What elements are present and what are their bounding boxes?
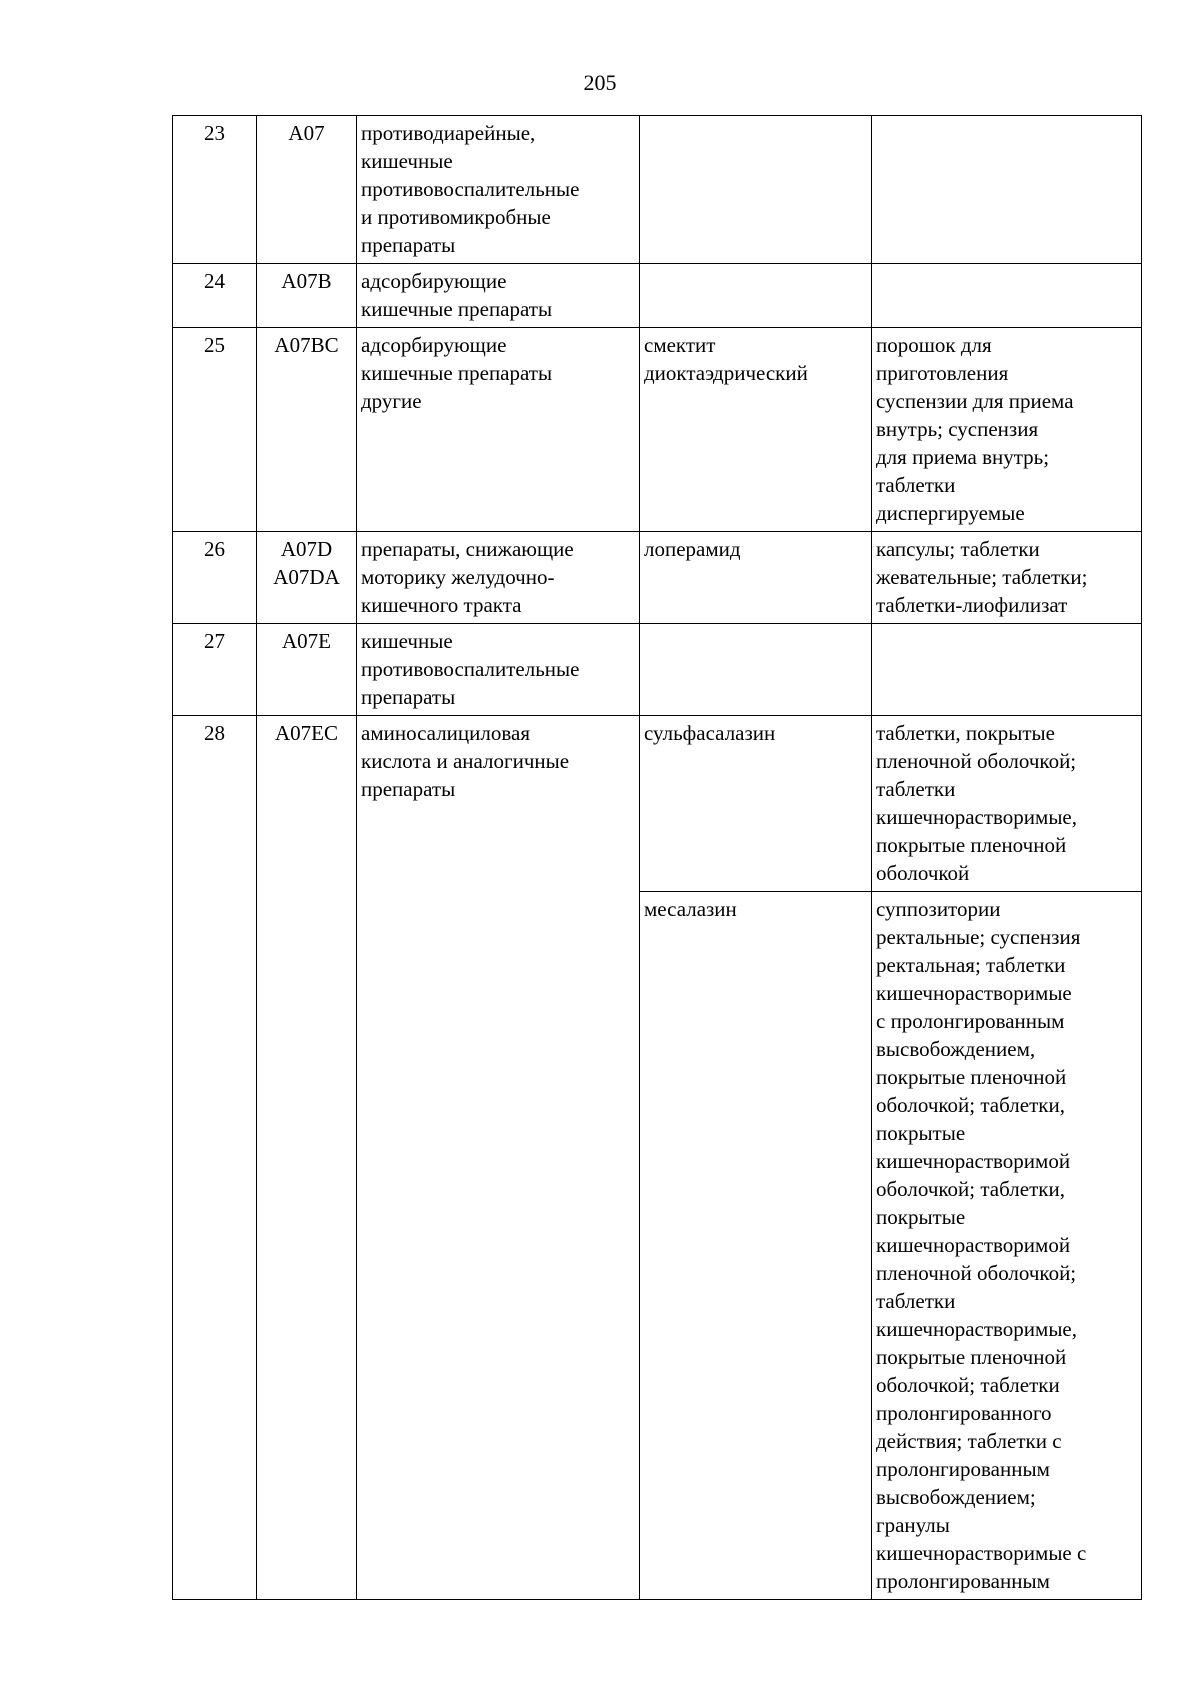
row-number: 23 [173,116,257,264]
drug-name-line: диоктаэдрический [644,361,808,385]
group-name [357,328,640,532]
dosage-forms-line: пролонгированным [876,1457,1050,1481]
group-name-line: препараты [361,233,456,257]
drug-name [640,624,872,716]
drug-name-line: сульфасалазин [644,721,776,745]
dosage-forms-line: высвобождением, [876,1037,1036,1061]
atc-code-line: A07B [281,269,332,293]
group-name-line: кишечного тракта [361,593,522,617]
drug-name-line: лоперамид [644,537,741,561]
dosage-forms-line: покрытые [876,1121,966,1145]
group-name [357,264,640,328]
drug-name [640,532,872,624]
group-name-line: кислота и аналогичные [361,749,570,773]
dosage-forms [872,328,1142,532]
page-number: 205 [583,70,617,95]
dosage-forms-line: пролонгированного [876,1401,1052,1425]
dosage-forms-line: оболочкой; таблетки [876,1373,1060,1397]
table-row [173,264,1142,328]
drug-table [172,115,1142,1600]
dosage-forms-line: кишечнорастворимой [876,1149,1071,1173]
drug-name [640,116,872,264]
dosage-forms-line: таблетки [876,777,956,801]
dosage-forms-line: диспергируемые [876,501,1025,525]
dosage-forms-line: оболочкой; таблетки, [876,1093,1065,1117]
dosage-forms-line: гранулы [876,1513,950,1537]
dosage-forms-line: внутрь; суспензия [876,417,1039,441]
atc-code-line: A07DA [273,565,340,589]
dosage-forms-line: высвобождением; [876,1485,1036,1509]
atc-code [257,116,357,264]
atc-code [257,328,357,532]
dosage-forms-line: кишечнорастворимые с [876,1541,1087,1565]
dosage-forms-line: для приема внутрь; [876,445,1050,469]
group-name-line: аминосалициловая [361,721,530,745]
group-name-line: препараты, снижающие [361,537,574,561]
dosage-forms-line: ректальные; суспензия [876,925,1081,949]
group-name-line: и противомикробные [361,205,551,229]
atc-code-line: A07 [288,121,325,145]
dosage-forms-line: покрытые пленочной [876,1345,1067,1369]
row-number: 25 [173,328,257,532]
dosage-forms-line: с пролонгированным [876,1009,1065,1033]
atc-code-line: A07EC [275,721,338,745]
table-row [173,716,1142,892]
dosage-forms [872,892,1142,1600]
dosage-forms-line: кишечнорастворимые, [876,805,1078,829]
group-name-line: моторику желудочно- [361,565,555,589]
dosage-forms [872,532,1142,624]
atc-code-line: A07E [282,629,331,653]
dosage-forms-line: пленочной оболочкой; [876,1261,1077,1285]
group-name-line: другие [361,389,422,413]
dosage-forms-line: пролонгированным [876,1569,1050,1593]
group-name-line: противовоспалительные [361,177,580,201]
dosage-forms-line: таблетки [876,473,956,497]
drug-name [640,892,872,1600]
table-row [173,116,1142,264]
group-name-line: препараты [361,685,456,709]
row-number: 27 [173,624,257,716]
dosage-forms-line: пленочной оболочкой; [876,749,1077,773]
drug-table-body [173,116,1142,1600]
group-name-line: кишечные препараты [361,361,553,385]
group-name-line: адсорбирующие [361,333,507,357]
atc-code [257,264,357,328]
dosage-forms-line: капсулы; таблетки [876,537,1040,561]
dosage-forms-line: действия; таблетки с [876,1429,1062,1453]
drug-name-line: месалазин [644,897,737,921]
group-name [357,116,640,264]
group-name-line: адсорбирующие [361,269,507,293]
row-number: 26 [173,532,257,624]
drug-name-line: смектит [644,333,716,357]
group-name-line: препараты [361,777,456,801]
group-name [357,716,640,1600]
dosage-forms [872,624,1142,716]
atc-code-line: A07BC [274,333,339,357]
atc-code [257,716,357,1600]
dosage-forms-line: таблетки-лиофилизат [876,593,1068,617]
group-name [357,624,640,716]
dosage-forms [872,116,1142,264]
table-row [173,328,1142,532]
atc-code-line: A07D [280,537,333,561]
group-name-line: кишечные [361,629,453,653]
table-row [173,532,1142,624]
group-name-line: кишечные препараты [361,297,553,321]
dosage-forms-line: жевательные; таблетки; [876,565,1088,589]
dosage-forms-line: приготовления [876,361,1009,385]
group-name-line: противовоспалительные [361,657,580,681]
dosage-forms-line: таблетки [876,1289,956,1313]
dosage-forms-line: ректальная; таблетки [876,953,1066,977]
dosage-forms-line: таблетки, покрытые [876,721,1055,745]
atc-code [257,624,357,716]
dosage-forms-line: покрытые пленочной [876,1065,1067,1089]
dosage-forms-line: кишечнорастворимой [876,1233,1071,1257]
row-number: 24 [173,264,257,328]
table-row [173,624,1142,716]
dosage-forms-line: суппозитории [876,897,1001,921]
group-name-line: кишечные [361,149,453,173]
row-number: 28 [173,716,257,1600]
dosage-forms [872,716,1142,892]
dosage-forms-line: суспензии для приема [876,389,1074,413]
drug-name [640,328,872,532]
dosage-forms-line: порошок для [876,333,992,357]
dosage-forms-line: кишечнорастворимые [876,981,1072,1005]
atc-code [257,532,357,624]
drug-name [640,716,872,892]
dosage-forms-line: покрытые пленочной [876,833,1067,857]
dosage-forms-line: покрытые [876,1205,966,1229]
drug-name [640,264,872,328]
group-name [357,532,640,624]
dosage-forms-line: кишечнорастворимые, [876,1317,1078,1341]
group-name-line: противодиарейные, [361,121,536,145]
dosage-forms [872,264,1142,328]
dosage-forms-line: оболочкой [876,861,970,885]
dosage-forms-line: оболочкой; таблетки, [876,1177,1065,1201]
